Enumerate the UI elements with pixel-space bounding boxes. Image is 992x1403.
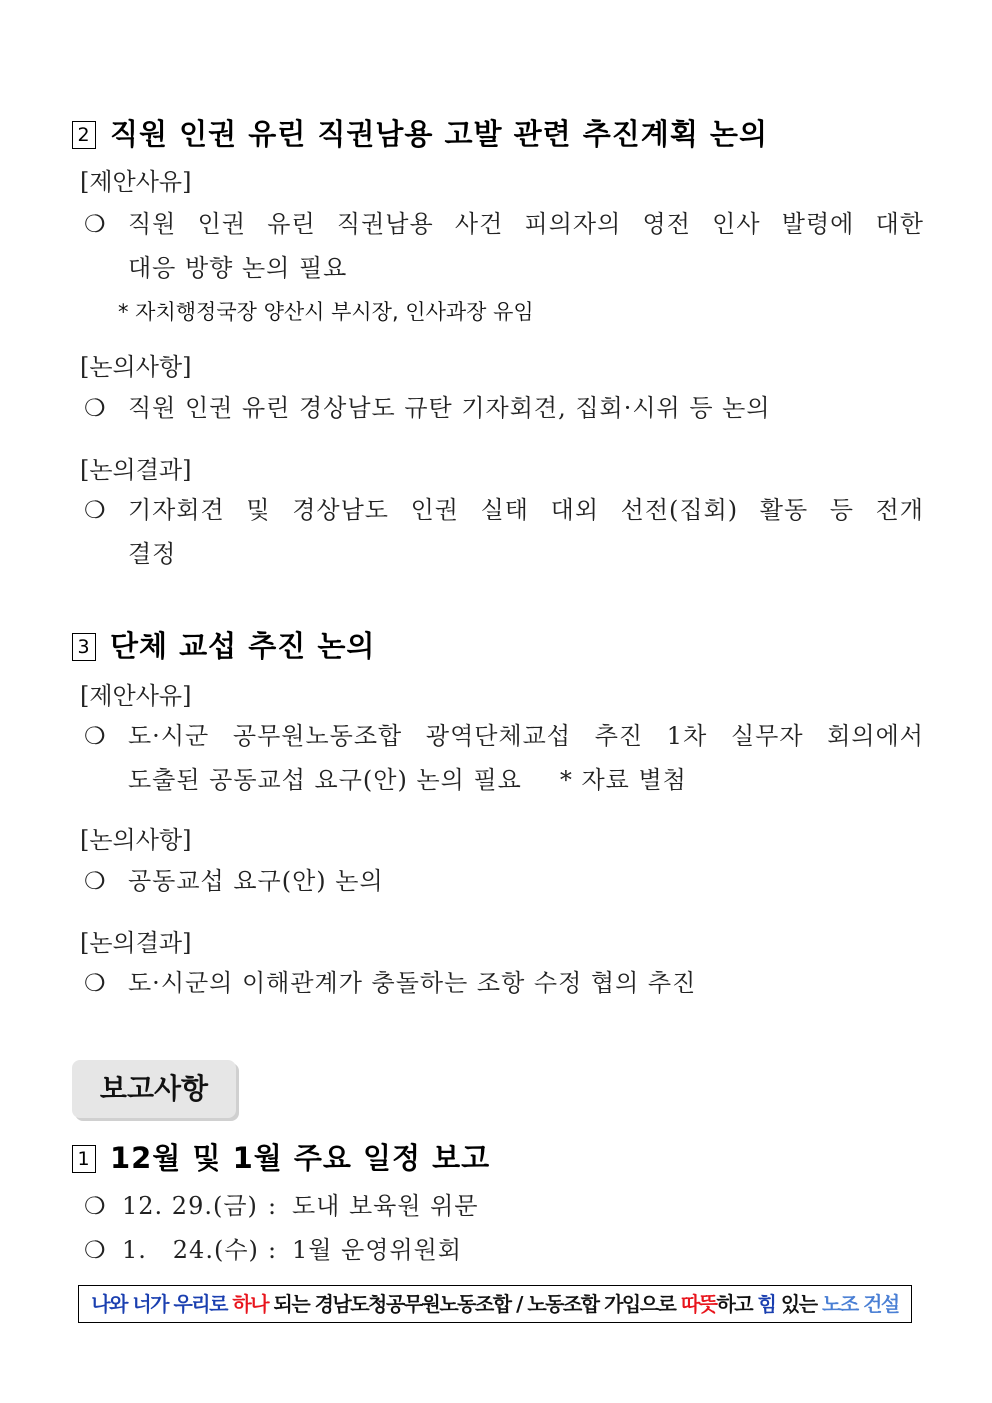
agenda-2-result-label: [논의결과]: [80, 456, 192, 484]
agenda-3-result-text: 도·시군의 이해관계가 충돌하는 조항 수정 협의 추진: [128, 969, 697, 997]
report-item-sep: :: [268, 1236, 278, 1264]
slogan-part: 힘: [757, 1292, 776, 1316]
agenda-3-title-text: 단체 교섭 추진 논의: [110, 629, 376, 663]
agenda-2-result-line1: 기자회견 및 경상남도 인권 실태 대외 선전(집회) 활동 등 전개: [128, 496, 924, 524]
agenda-2-title-text: 직원 인권 유린 직권남용 고발 관련 추진계획 논의: [110, 117, 768, 151]
slogan-part: 따뜻: [680, 1292, 717, 1316]
agenda-3-discussion: [84, 859, 924, 903]
report-item-desc: 도내 보육원 위문: [292, 1192, 479, 1220]
agenda-3-proposal-line2-text: 도출된 공동교섭 요구(안) 논의 필요: [128, 766, 522, 794]
agenda-3-proposal-note: * 자료 별첨: [559, 766, 687, 794]
slogan-part: 되는 경남도청공무원노동조합 / 노동조합 가입으로: [268, 1292, 681, 1316]
agenda-2-proposal-note: * 자치행정국장 양산시 부시장, 인사과장 유임: [118, 300, 534, 324]
agenda-2-title: [72, 112, 768, 153]
agenda-2-discussion-label: [논의사항]: [80, 353, 192, 381]
agenda-3-proposal-label: [제안사유]: [80, 682, 192, 710]
slogan-part: 노조 건설: [822, 1292, 899, 1316]
agenda-3-discussion-text: 공동교섭 요구(안) 논의: [128, 867, 384, 895]
agenda-3-proposal-line2: [128, 758, 924, 802]
report-1-title-text: 12월 및 1월 주요 일정 보고: [110, 1141, 491, 1175]
agenda-3-proposal-line1: 도·시군 공무원노동조합 광역단체교섭 추진 1차 실무자 회의에서: [128, 722, 924, 750]
agenda-3-title: [72, 624, 375, 665]
slogan-banner: [78, 1285, 912, 1323]
circle-bullet-icon: ❍: [84, 210, 106, 238]
slogan-part: 하고: [716, 1292, 758, 1316]
circle-bullet-icon: ❍: [84, 496, 106, 524]
number-box: 3: [72, 633, 96, 661]
circle-bullet-icon: ❍: [84, 1236, 106, 1264]
agenda-3-discussion-label: [논의사항]: [80, 826, 192, 854]
circle-bullet-icon: ❍: [84, 969, 106, 997]
slogan-part: 하나: [232, 1292, 269, 1316]
agenda-2-discussion-text: 직원 인권 유린 경상남도 규탄 기자회견, 집회·시위 등 논의: [128, 394, 771, 422]
number-box: 2: [72, 121, 96, 149]
agenda-2-proposal: [84, 202, 924, 290]
agenda-3-result: [84, 961, 924, 1005]
report-heading: 보고사항: [72, 1060, 236, 1118]
agenda-2-proposal-line1: 직원 인권 유린 직권남용 사건 피의자의 영전 인사 발령에 대한: [128, 210, 924, 238]
report-item-desc: 1월 운영위원회: [292, 1236, 463, 1264]
slogan-part: 있는: [775, 1292, 822, 1316]
report-item-date: 1. 24.(수): [122, 1236, 259, 1264]
report-item-2: [84, 1228, 924, 1272]
report-1-title: [72, 1136, 490, 1177]
agenda-3-proposal: [84, 714, 924, 802]
circle-bullet-icon: ❍: [84, 867, 106, 895]
number-box: 1: [72, 1145, 96, 1173]
report-item-sep: :: [268, 1192, 278, 1220]
agenda-2-result-line2: 결정: [128, 540, 177, 568]
agenda-3-result-label: [논의결과]: [80, 929, 192, 957]
agenda-2-proposal-label: [제안사유]: [80, 168, 192, 196]
slogan-part: 나와 너가 우리로: [91, 1292, 233, 1316]
report-item-1: [84, 1184, 924, 1228]
circle-bullet-icon: ❍: [84, 722, 106, 750]
circle-bullet-icon: ❍: [84, 1192, 106, 1220]
circle-bullet-icon: ❍: [84, 394, 106, 422]
agenda-2-discussion: [84, 386, 924, 430]
report-item-date: 12. 29.(금): [122, 1192, 258, 1220]
agenda-2-result: [84, 488, 924, 576]
agenda-2-proposal-line2: 대응 방향 논의 필요: [128, 254, 348, 282]
